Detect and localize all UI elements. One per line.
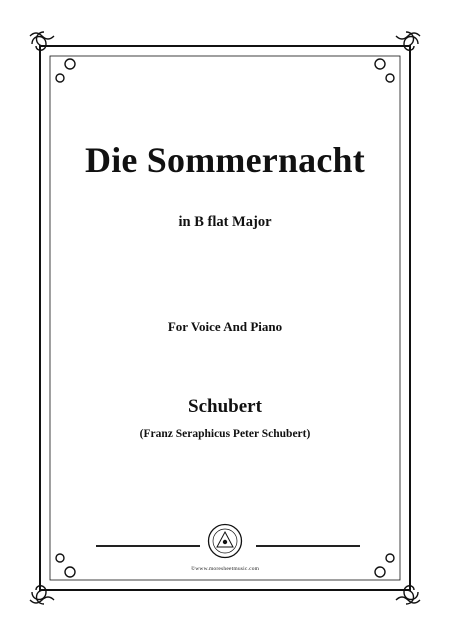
- corner-ornament-top-right-icon: [375, 32, 420, 82]
- publisher-seal-icon: [207, 523, 243, 559]
- divider-left: [96, 545, 200, 547]
- score-title: Die Sommernacht: [85, 140, 365, 180]
- composer-full-name: (Franz Seraphicus Peter Schubert): [139, 428, 311, 440]
- composer-name: Schubert: [188, 396, 262, 417]
- instrumentation-text: For Voice And Piano: [167, 319, 283, 334]
- corner-ornament-bottom-right-icon: [375, 554, 420, 604]
- corner-ornament-bottom-left-icon: [30, 554, 75, 604]
- divider-right: [256, 545, 360, 547]
- corner-ornament-top-left-icon: [30, 32, 75, 82]
- publisher-url[interactable]: ©www.moresheetmusic.com: [190, 566, 260, 572]
- key-signature-subtitle: in B flat Major: [178, 214, 272, 230]
